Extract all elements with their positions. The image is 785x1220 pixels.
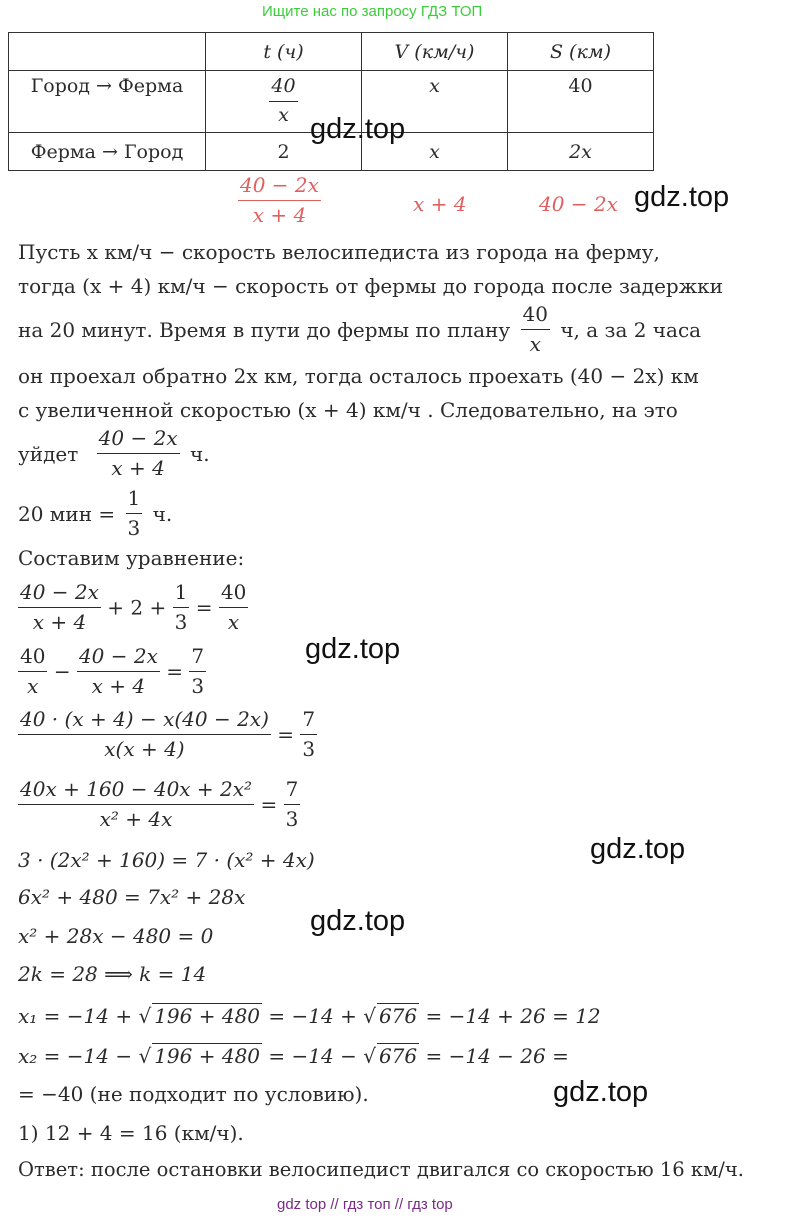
row-label-farm-city: Ферма → Город [9,133,206,171]
fraction [284,778,301,831]
cell-time-2: 2 [206,133,362,171]
text-line: тогда (x + 4) км/ч − скорость от фермы до города после задержки [18,274,723,298]
equation-root-2 [18,1043,569,1068]
operator: = [260,792,278,817]
text-line: он проехал обратно 2x км, тогда осталось проехать (40 − 2x) км [18,364,699,388]
operator: = [277,722,295,747]
denominator: x [27,674,39,698]
red-speed: x + 4 [413,192,467,216]
radicand: 196 + 480 [154,1044,261,1068]
sqrt-sign: √ [363,1004,376,1028]
text-line: Пусть x км/ч − скорость велосипедиста из города на ферму, [18,240,660,264]
numerator: 40 · (x + 4) − x(40 − 2x) [18,708,271,735]
text-segment: 20 мин = [18,501,116,526]
text-line [18,487,172,540]
equation: 6x² + 480 = 7x² + 28x [18,885,246,909]
equation: 2k = 28 ⟹ k = 14 [18,962,207,986]
fraction [173,581,190,634]
text-segment: x₁ = −14 + [18,1004,133,1028]
numerator: 40x + 160 − 40x + 2x² [18,778,254,805]
numerator: 7 [284,778,301,805]
numerator: 40 [521,303,550,330]
cell-distance-1: 40 [508,71,654,133]
col-header-distance: S (км) [508,33,654,71]
numerator: 40 [269,76,297,102]
denominator: x + 4 [91,674,146,698]
text-segment: ч, а за 2 часа [560,317,702,342]
motion-table [8,32,654,171]
text-segment: ч. [189,441,210,466]
text-segment: = −14 − [268,1044,357,1068]
text-segment: x₂ = −14 − [18,1044,133,1068]
denominator: 3 [285,807,299,831]
denominator: x [529,332,541,356]
equation-root-1 [18,1003,601,1028]
fraction [97,427,180,480]
text-segment: = −14 + 26 = 12 [425,1004,601,1028]
numerator: 7 [189,645,206,672]
equation: 1) 12 + 4 = 16 (км/ч). [18,1121,244,1145]
equation: 3 · (2x² + 160) = 7 · (x² + 4x) [18,848,315,872]
fraction [300,708,317,761]
denominator: 3 [174,610,188,634]
sqrt-sign: √ [138,1044,152,1068]
text-line: Составим уравнение: [18,546,245,570]
fraction [18,708,271,761]
numerator: 1 [126,487,143,514]
operator: + 2 + [107,595,167,620]
numerator: 1 [173,581,190,608]
cell-speed-1: x [362,71,508,133]
denominator: x [227,610,240,634]
radicand: 676 [378,1044,418,1068]
denominator: 3 [191,674,205,698]
equation: = −40 (не подходит по условию). [18,1082,369,1106]
numerator: 7 [300,708,317,735]
denominator: x(x + 4) [104,737,185,761]
equation [18,708,317,761]
fraction [18,778,254,831]
text-segment: = −14 + [268,1004,357,1028]
numerator: 40 − 2x [238,174,321,201]
numerator: 40 − 2x [77,645,160,672]
text-segment: = −14 − 26 = [425,1044,569,1068]
operator: = [166,659,183,684]
cell-distance-2: 2x [508,133,654,171]
text-line [18,303,701,356]
denominator: x + 4 [32,610,87,634]
denominator: x [278,104,289,126]
fraction [521,303,550,356]
text-line [18,427,210,480]
radicand: 196 + 480 [154,1004,261,1028]
header-banner[interactable]: Ищите нас по запросу ГДЗ ТОП [262,3,483,20]
red-distance: 40 − 2x [539,192,618,216]
watermark: gdz.top [634,181,730,213]
text-line: с увеличенной скоростью (x + 4) км/ч . Следовательно, на это [18,398,678,422]
fraction [189,645,206,698]
fraction [219,581,248,634]
answer-line: Ответ: после остановки велосипедист двигался со скоростью 16 км/ч. [18,1158,744,1181]
watermark: gdz.top [553,1076,649,1108]
text-segment: уйдет [18,441,79,466]
denominator: x² + 4x [99,807,173,831]
denominator: x + 4 [252,203,307,227]
equation: x² + 28x − 480 = 0 [18,924,214,948]
red-time-fraction [238,174,321,227]
fraction [269,76,297,127]
equation [18,645,206,698]
numerator: 40 [18,645,47,672]
footer-links[interactable]: gdz top // гдз топ // гдз top [277,1196,453,1213]
sqrt-sign: √ [138,1004,152,1028]
fraction [77,645,160,698]
denominator: x + 4 [111,456,165,480]
operator: = [195,595,213,620]
col-header-speed: V (км/ч) [362,33,508,71]
col-header-time: t (ч) [206,33,362,71]
denominator: 3 [302,737,316,761]
fraction [18,645,47,698]
table-corner [9,33,206,71]
cell-speed-2: x [362,133,508,171]
numerator: 40 [219,581,248,608]
watermark: gdz.top [305,633,401,665]
equation [18,581,248,634]
watermark: gdz.top [590,833,686,865]
text-segment: на 20 минут. Время в пути до фермы по плану [18,317,511,342]
text-segment: ч. [152,501,173,526]
operator: − [53,659,71,684]
radicand: 676 [378,1004,418,1028]
fraction [18,581,101,634]
denominator: 3 [127,516,141,540]
numerator: 40 − 2x [97,427,180,454]
sqrt-sign: √ [363,1044,376,1068]
equation [18,778,300,831]
row-label-city-farm: Город → Ферма [9,71,206,133]
fraction [126,487,143,540]
watermark: gdz.top [310,905,406,937]
numerator: 40 − 2x [18,581,101,608]
watermark: gdz.top [310,113,406,145]
